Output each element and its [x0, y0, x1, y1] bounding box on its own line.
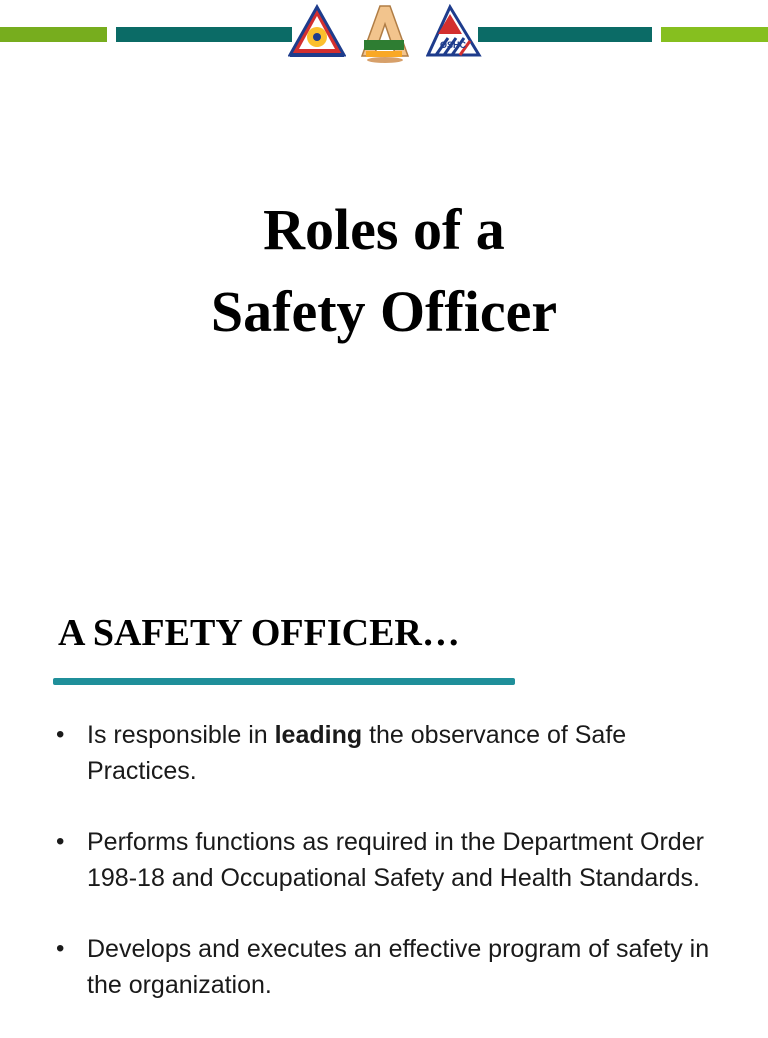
- bullet-item: [56, 824, 716, 896]
- section-heading: A SAFETY OFFICER…: [58, 612, 460, 654]
- header-teal-bar-right: [478, 27, 652, 42]
- header-green-bar-right: [661, 27, 768, 42]
- header-teal-bar-left: [116, 27, 292, 42]
- bullet-list: [56, 717, 716, 1038]
- slide-title-line-1: Roles of a: [263, 196, 505, 262]
- header-green-bar-left: [0, 27, 107, 42]
- bullet-dot-icon: •: [56, 935, 65, 962]
- oshc-logo-text: OSHC: [440, 40, 467, 50]
- bullet-item: [56, 931, 716, 1003]
- bullet-text: Performs functions as required in the Department Order 198-18 and Occupational Safety and Health Standards.: [87, 828, 704, 892]
- bullet-bold-text: leading: [274, 721, 363, 749]
- slide-title: [0, 189, 768, 353]
- bullet-item: [56, 717, 716, 789]
- bullet-text-part: Is responsible in: [87, 721, 275, 749]
- bullet-text-part: the observance of Safe Practices.: [87, 721, 627, 785]
- slide-title-line-2: Safety Officer: [210, 278, 558, 344]
- bullet-text: Develops and executes an effective program of safety in the organization.: [87, 935, 710, 999]
- oshc-logo-icon: [426, 4, 482, 58]
- bullet-dot-icon: •: [56, 828, 65, 855]
- dole-logo-icon: [288, 4, 346, 58]
- safety-campaign-logo-icon: [356, 4, 412, 64]
- bullet-dot-icon: •: [56, 721, 65, 748]
- section-heading-underline: [53, 678, 515, 685]
